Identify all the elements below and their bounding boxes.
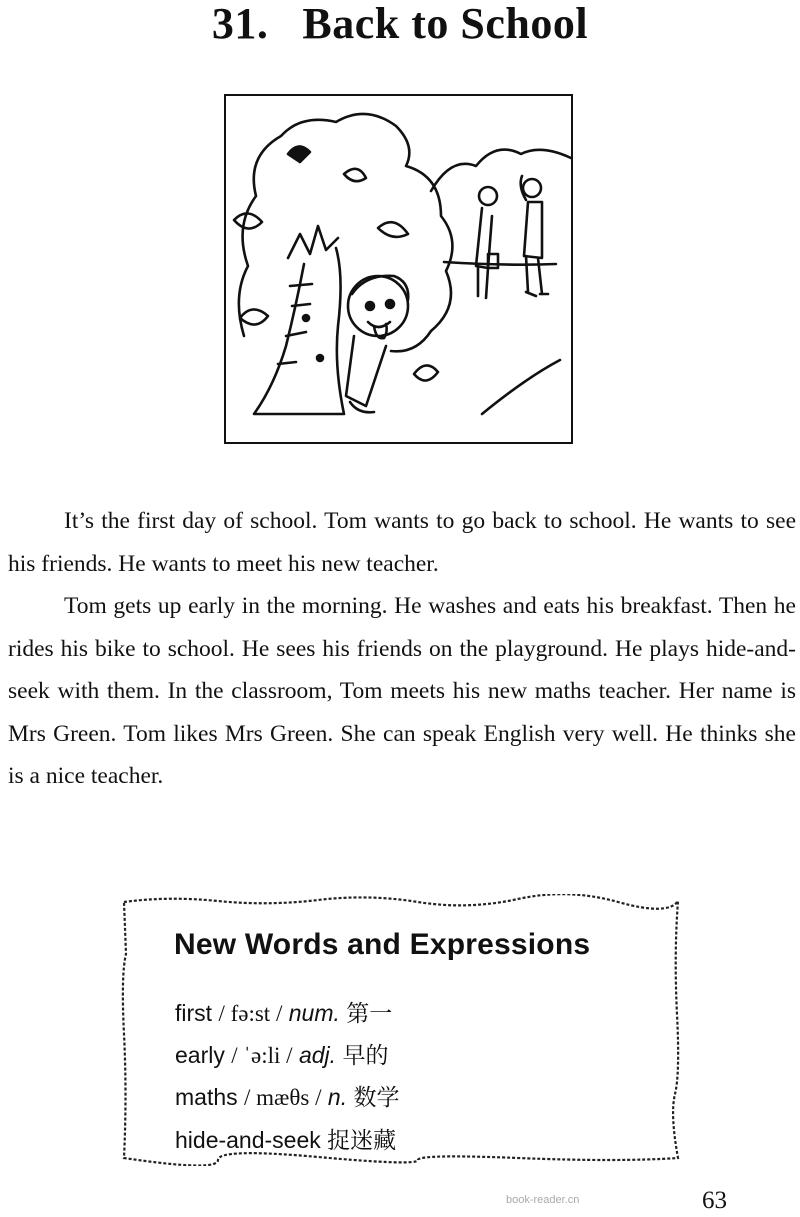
- vocab-word: maths: [175, 1084, 238, 1110]
- story-paragraph-2: Tom gets up early in the morning. He washes and eats his breakfast. Then he rides his bike to school. He sees his friends on the playground. He plays hide-and-seek with them. In the classroom, Tom meets his new maths teacher. Her name is Mrs Green. Tom likes Mrs Green. She can speak English very well. He thinks she is a nice teacher.: [8, 593, 796, 789]
- vocab-part-of-speech: n.: [327, 1084, 348, 1110]
- vocab-entry-first: [175, 995, 392, 1028]
- lesson-number: 31.: [211, 0, 269, 48]
- vocab-word: first: [175, 1000, 213, 1026]
- vocab-entry-maths: [175, 1079, 399, 1112]
- vocab-entry-early: [175, 1037, 388, 1070]
- story-illustration: [224, 94, 573, 444]
- page-number: 63: [702, 1187, 727, 1214]
- vocab-entry-hide-and-seek: [175, 1122, 396, 1155]
- vocab-meaning: 早的: [342, 1043, 389, 1069]
- story-paragraph-1: It’s the first day of school. Tom wants to go back to school. He wants to see his friends. He wants to meet his new teacher.: [8, 508, 796, 577]
- page-title: [0, 0, 800, 48]
- vocabulary-heading: New Words and Expressions: [174, 928, 591, 961]
- vocab-phonetic: / mæθs /: [244, 1085, 322, 1110]
- vocab-word: early: [175, 1042, 225, 1068]
- vocab-part-of-speech: adj.: [298, 1042, 337, 1068]
- vocabulary-box: [118, 894, 683, 1166]
- vocab-phonetic: / ˈə:li /: [231, 1043, 293, 1068]
- vocab-meaning: 数学: [353, 1085, 400, 1111]
- story-text: [8, 500, 796, 798]
- vocab-meaning: 第一: [346, 1001, 393, 1027]
- watermark: book-reader.cn: [506, 1194, 580, 1206]
- vocab-word: hide-and-seek: [175, 1127, 321, 1153]
- vocab-part-of-speech: num.: [288, 1000, 340, 1026]
- vocab-phonetic: / fə:st /: [218, 1001, 283, 1026]
- lesson-title: Back to School: [302, 0, 589, 48]
- vocab-meaning: 捉迷藏: [327, 1128, 397, 1154]
